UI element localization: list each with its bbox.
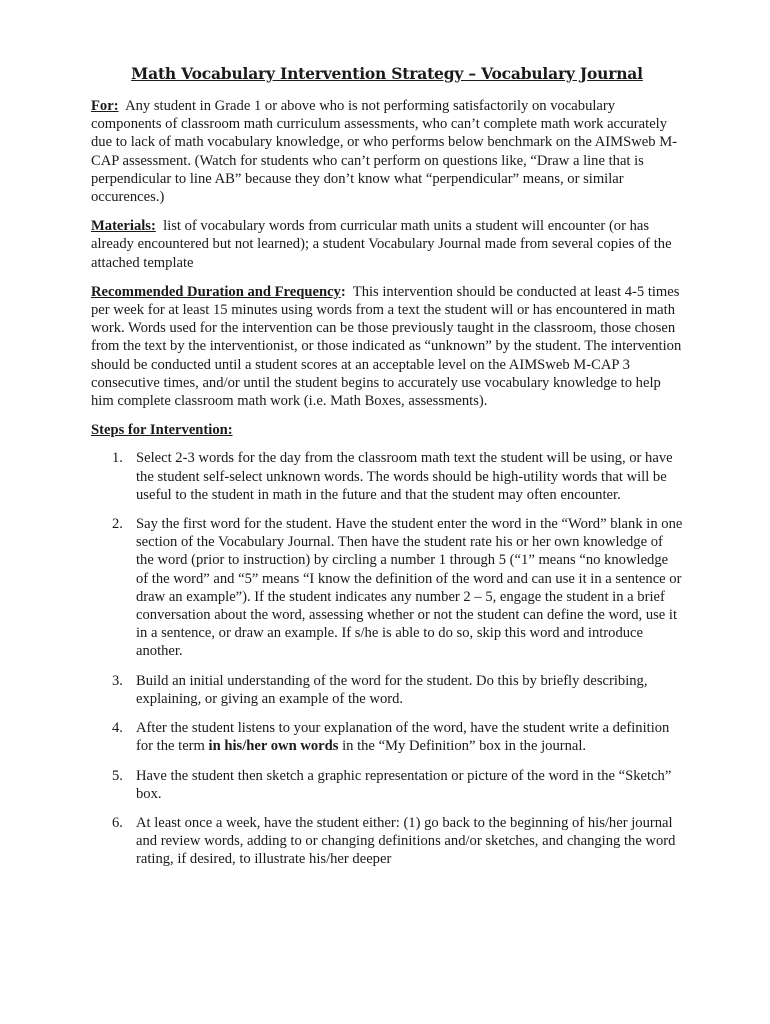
step-text-emphasis: in his/her own words: [208, 738, 339, 755]
step-number: 1.: [112, 450, 123, 467]
steps-heading: Steps for Intervention:: [91, 422, 233, 439]
step-item: [91, 814, 683, 869]
materials-paragraph: [91, 217, 683, 272]
step-text-before: After the student listens to your explanation of the word, have the student write a definition for the term: [136, 720, 670, 755]
step-text: Build an initial understanding of the word for the student. Do this by briefly describing, explaining, or giving an example of the word.: [136, 672, 648, 707]
duration-colon: :: [340, 283, 346, 300]
step-number: 6.: [112, 814, 123, 831]
step-item: [91, 515, 683, 661]
step-item: [91, 672, 683, 708]
step-text: At least once a week, have the student either: (1) go back to the beginning of his/her journal and review words, adding to or changing definitions and/or sketches, and changing the word rating, if desired, to illustrate his/her deeper: [136, 814, 676, 868]
step-text-after: in the “My Definition” box in the journal.: [338, 738, 587, 755]
steps-list: [91, 449, 683, 868]
step-number: 5.: [112, 767, 123, 784]
document-page: [91, 64, 683, 880]
step-number: 2.: [112, 516, 123, 533]
step-item: [91, 719, 683, 755]
step-item: [91, 449, 683, 504]
for-text: Any student in Grade 1 or above who is not performing satisfactorily on vocabulary components of classroom math curriculum assessments, who can’t complete math work accurately due to lack of math vocabulary knowledge, or who performs below benchmark on the AIMSweb M-CAP assessment. (Watch for students who can’t perform on questions like, “Draw a line that is perpendicular to line AB” because they don’t know what “perpendicular” means, or similar occurences.): [91, 98, 678, 206]
step-number: 4.: [112, 720, 123, 737]
for-paragraph: [91, 97, 683, 206]
step-text: Have the student then sketch a graphic representation or picture of the word in the “Sketch” box.: [136, 767, 672, 802]
step-text: Say the first word for the student. Have the student enter the word in the “Word” blank in one section of the Vocabulary Journal. Then have the student rate his or her own knowledge of the word (prior to instruction) by circling a number 1 through 5 (“1” means “no knowledge of the word” and “5” means “I know the definition of the word and can use it in a sentence or draw an example”). If the student indicates any number 2 – 5, engage the student in a brief conversation about the word, assessing whether or not the student can define the word, use it in a sentence, or draw an example. If s/he is able to do so, skip this word and introduce another.: [136, 516, 683, 660]
materials-text: list of vocabulary words from curricular math units a student will encounter (or has already encountered but not learned); a student Vocabulary Journal made from several copies of the attached template: [91, 218, 672, 271]
materials-label: Materials:: [91, 218, 156, 235]
step-text: Select 2-3 words for the day from the classroom math text the student will be using, or have the student self-select unknown words. The words should be high-utility words that will be useful to the student in math in the future and that the student may often encounter.: [136, 450, 673, 503]
for-label: For:: [91, 98, 119, 114]
duration-paragraph: [91, 283, 683, 410]
document-title: Math Vocabulary Intervention Strategy – Vocabulary Journal: [131, 64, 643, 83]
duration-text: This intervention should be conducted at least 4-5 times per week for at least 15 minutes using words from a text the student will or has encountered in math work. Words used for the intervention can be those previously taught in the classroom, those chosen from the text by the interventionist, or those indicated as “unknown” by the student. The intervention should be conducted until a student scores at an acceptable level on the AIMSweb M-CAP 3 consecutive times, and/or until the student begins to accurately use vocabulary knowledge to help him complete classroom math work (i.e. Math Boxes, assessments).: [91, 283, 682, 410]
step-number: 3.: [112, 672, 123, 689]
step-item: [91, 767, 683, 803]
duration-label: Recommended Duration and Frequency: [91, 283, 341, 300]
